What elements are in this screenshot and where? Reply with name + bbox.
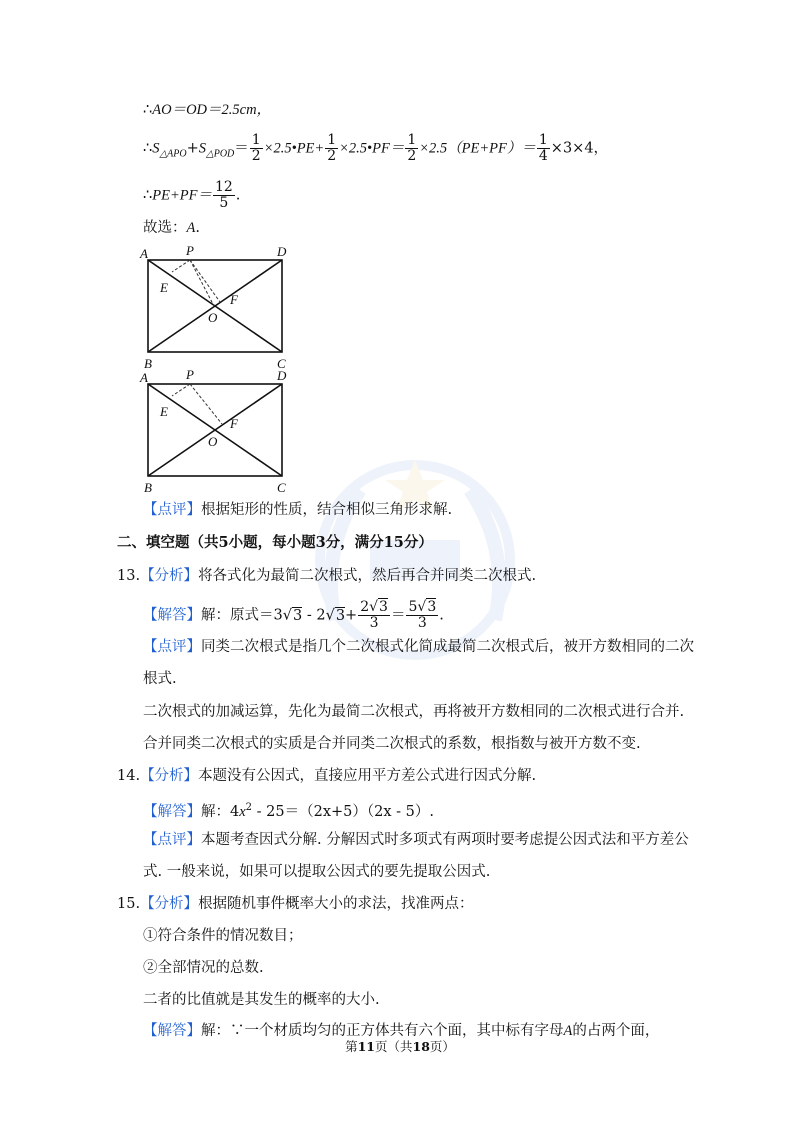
q15-analysis: 15.【分析】根据随机事件概率大小的求法，找准两点： <box>117 896 474 912</box>
q14-comment-2: 式. 一般来说，如果可以提取公因式的要先提取公因式. <box>143 864 491 880</box>
fraction-2-root3-over-3: $\frac{2√3}{3}$ <box>360 599 388 631</box>
solution-line-3: ∴PE+PF＝ $\frac{12}{5}$ . <box>143 179 241 211</box>
figure-label-O: O <box>208 310 218 325</box>
solution-line-1: ∴AO＝OD＝2.5cm， <box>143 102 272 118</box>
figure-label-E: E <box>160 404 168 419</box>
q15-answer: 【解答】解：∵一个材质均匀的正方体共有六个面，其中标有字母A的占两个面， <box>143 1023 660 1039</box>
figure-label-E: E <box>160 280 168 295</box>
rectangle-figure-2 <box>136 368 296 498</box>
figure-label-F: F <box>230 292 238 307</box>
q13-comment-3: 二次根式的加减运算，先化为最简二次根式，再将被开方数相同的二次根式进行合并. <box>143 704 685 720</box>
page-footer: 第11页（共18页） <box>345 1039 455 1054</box>
q14-answer: 【解答】解：$4x^2 - 25=(2x+5)(2x - 5)$. <box>143 802 434 820</box>
figure-label-B: B <box>144 356 152 371</box>
figure-label-A: A <box>140 370 148 385</box>
figure-label-C: C <box>277 356 286 371</box>
q15-point-3: 二者的比值就是其发生的概率的大小. <box>143 992 380 1008</box>
figure-label-O: O <box>208 434 218 449</box>
q13-comment-4: 合并同类二次根式的实质是合并同类二次根式的系数，根指数与被开方数不变. <box>143 736 641 752</box>
q14-comment-1: 【点评】本题考查因式分解. 分解因式时多项式有两项时要考虑提公因式法和平方差公 <box>143 832 689 848</box>
q13-comment-1: 【点评】同类二次根式是指几个二次根式化简成最简二次根式后，被开方数相同的二次 <box>143 639 694 655</box>
rectangle-figure-1 <box>136 244 296 374</box>
comment-tag: 【点评】 <box>143 502 201 518</box>
fraction-one-quarter: $\frac{1}{4}$ <box>538 132 548 164</box>
fraction-one-half: $\frac{1}{2}$ <box>327 132 337 164</box>
figure-label-A: A <box>140 246 148 261</box>
figure-label-D: D <box>277 244 287 259</box>
figure-label-F: F <box>230 416 238 431</box>
figure-label-P: P <box>186 368 194 382</box>
q13-answer: 【解答】解：原式＝3√3 - 2√3+ $\frac{2√3}{3}$ ＝ $\frac{5√3}{3}$ . <box>143 599 444 631</box>
solution-line-2: $\therefore S_{\triangle APO}+S_{\triangle POD}=$ $\frac{1}{2}$ ×2.5•PE+ $\frac{1}{2}$ ×2.5•PF＝ $\frac{1}{2}$ ×2.5（PE+PF）＝ $\frac{1}{4}$ ×3×4， <box>143 132 609 164</box>
fraction-5-root3-over-3: $\frac{5√3}{3}$ <box>408 599 437 631</box>
fraction-one-half: $\frac{1}{2}$ <box>251 132 261 164</box>
q13-analysis: 13.【分析】将各式化为最简二次根式，然后再合并同类二次根式. <box>117 568 537 584</box>
figure-label-D: D <box>277 368 287 383</box>
figure-label-P: P <box>186 244 194 258</box>
fraction-twelve-fifths: $\frac{12}{5}$ <box>214 179 233 211</box>
figure-label-C: C <box>277 480 286 495</box>
figure-label-B: B <box>144 480 152 495</box>
comment-line: 【点评】根据矩形的性质，结合相似三角形求解. <box>143 502 453 518</box>
section-heading: 二、填空题（共5小题，每小题3分，满分15分） <box>117 534 433 551</box>
q13-comment-2: 根式. <box>143 671 177 687</box>
choice-line: 故选：A. <box>143 220 200 236</box>
fraction-one-half: $\frac{1}{2}$ <box>407 132 417 164</box>
q15-point-1: ①符合条件的情况数目； <box>143 928 303 944</box>
q14-analysis: 14.【分析】本题没有公因式，直接应用平方差公式进行因式分解. <box>117 768 537 784</box>
q15-point-2: ②全部情况的总数. <box>143 960 264 976</box>
